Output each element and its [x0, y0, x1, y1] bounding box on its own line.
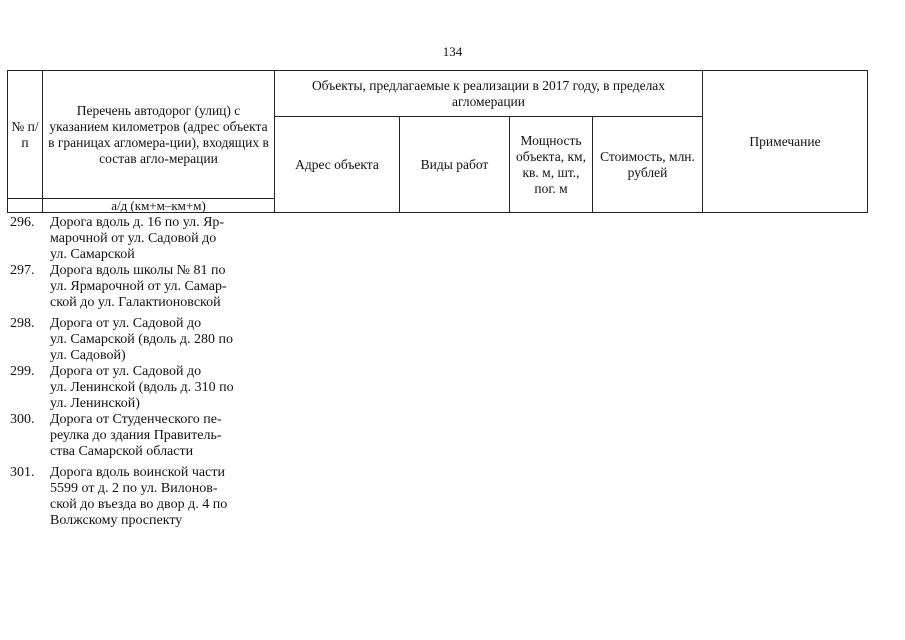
header-cell-capacity: Мощность объекта, км, кв. м, шт., пог. м: [510, 117, 593, 213]
row-line: ул. Ленинской): [50, 396, 140, 411]
row-line: марочной от ул. Садовой до: [50, 231, 217, 246]
table-header: [7, 70, 868, 213]
row-line: реулка до здания Правитель-: [50, 428, 222, 443]
row-line: Дорога вдоль школы № 81 по: [50, 263, 226, 278]
row-line: ул. Ленинской (вдоль д. 310 по: [50, 380, 234, 395]
row-text: [50, 412, 270, 460]
list-item: [10, 364, 270, 412]
row-line: ской до въезда во двор д. 4 по: [50, 497, 228, 512]
row-line: Дорога вдоль д. 16 по ул. Яр-: [50, 215, 225, 230]
row-line: Волжскому проспекту: [50, 513, 183, 528]
header-cell-number: № п/п: [8, 71, 43, 199]
row-number: 297.: [10, 263, 35, 278]
row-line: Дорога от ул. Садовой до: [50, 364, 202, 379]
list-item: [10, 215, 270, 263]
row-text: [50, 215, 270, 263]
list-item: [10, 412, 270, 460]
row-line: ской до ул. Галактионовской: [50, 295, 221, 310]
row-line: ул. Самарской: [50, 247, 135, 262]
row-number: 298.: [10, 316, 35, 331]
row-number: 301.: [10, 465, 35, 480]
header-cell-works: Виды работ: [400, 117, 510, 213]
row-line: ул. Самарской (вдоль д. 280 по: [50, 332, 234, 347]
row-line: ства Самарской области: [50, 444, 194, 459]
header-cell-objects: Объекты, предлагаемые к реализации в 2017 году, в пределах агломерации: [275, 71, 703, 117]
row-text: [50, 316, 270, 364]
list-item: [10, 465, 270, 529]
header-cell-roads-km: а/д (км+м–км+м): [43, 199, 275, 213]
row-line: 5599 от д. 2 по ул. Вилонов-: [50, 481, 218, 496]
road-list: [10, 215, 270, 529]
header-cell-roads: Перечень автодорог (улиц) с указанием километров (адрес объекта в границах агломера-ции), входящих в состав агло-мерации: [43, 71, 275, 199]
row-number: 299.: [10, 364, 35, 379]
row-line: ул. Ярмарочной от ул. Самар-: [50, 279, 227, 294]
row-line: Дорога вдоль воинской части: [50, 465, 225, 480]
header-cell-cost: Стоимость, млн. рублей: [593, 117, 703, 213]
row-number: 300.: [10, 412, 35, 427]
row-number: 296.: [10, 215, 35, 230]
header-cell-address: Адрес объекта: [275, 117, 400, 213]
row-line: Дорога от ул. Садовой до: [50, 316, 202, 331]
row-text: [50, 465, 270, 529]
header-cell-number-blank: [8, 199, 43, 213]
list-item: [10, 263, 270, 311]
header-cell-note: Примечание: [703, 71, 868, 213]
row-text: [50, 364, 270, 412]
page-number: 134: [442, 44, 463, 59]
row-text: [50, 263, 270, 311]
row-line: ул. Садовой): [50, 348, 126, 363]
list-item: [10, 316, 270, 364]
row-line: Дорога от Студенческого пе-: [50, 412, 222, 427]
